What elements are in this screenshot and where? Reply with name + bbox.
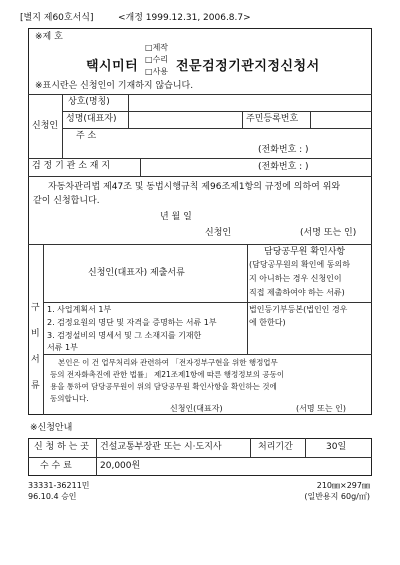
address-label: 주 소 — [76, 131, 97, 141]
statement-line-1: 자동차관리법 제47조 및 동법시행규칙 제96조제1항의 규정에 의하여 위와 — [48, 182, 341, 192]
fee-label: 수 수 료 — [40, 461, 72, 471]
official-header-4: 직접 제출하여야 하는 서류) — [249, 288, 345, 297]
submit-to-label: 신 청 하 는 곳 — [34, 442, 89, 452]
documents-side-label: 구 비 서 류 — [31, 303, 40, 391]
trade-name-label: 상호(명칭) — [68, 97, 110, 107]
footer-paper: (일반용지 60g/㎡) — [304, 492, 370, 501]
period-value: 30일 — [326, 442, 347, 452]
date-label: 년 월 일 — [160, 212, 192, 222]
title-left: 택시미터 — [86, 59, 139, 74]
resident-number-field[interactable] — [312, 113, 370, 126]
address-field[interactable] — [130, 130, 370, 143]
guide-title: ※신청안내 — [30, 423, 73, 433]
footer-approval: 96.10.4 승인 — [28, 492, 77, 501]
fee-value: 20,000원 — [100, 461, 141, 471]
applicant-section-label: 신청인 — [32, 121, 59, 131]
consent-line-3: 용을 통하여 담당공무원이 위의 담당공무원 확인사항을 확인하는 것에 — [50, 382, 277, 391]
statement-applicant-label: 신청인 — [205, 228, 232, 238]
statement-line-2: 같이 신청합니다. — [33, 196, 100, 206]
name-field[interactable] — [130, 113, 240, 126]
option-repair[interactable]: □수리 — [145, 55, 169, 64]
note-top: ※표시란은 신청인이 기재하지 않습니다. — [35, 81, 194, 91]
resident-number-label: 주민등록번호 — [246, 114, 299, 124]
footer-size: 210㎜×297㎜ — [316, 481, 370, 490]
phone-label-1: (전화번호 : ) — [258, 145, 309, 155]
title-right: 전문검정기관지정신청서 — [176, 59, 320, 74]
option-manufacture[interactable]: □제작 — [145, 43, 169, 52]
form-number: [별지 제60호서식] — [20, 13, 94, 23]
document-item-3-cont: 서류 1부 — [47, 343, 78, 352]
name-label: 성명(대표자) — [66, 114, 117, 124]
consent-line-1: 본인은 이 건 업무처리와 관련하여 「전자정부구현을 위한 행정업무 — [58, 358, 278, 367]
submit-to-value: 건설교통부장관 또는 시·도지사 — [100, 442, 222, 452]
document-item-2: 2. 검정요원의 명단 및 자격을 증명하는 서류 1부 — [47, 318, 217, 327]
document-item-3: 3. 검정설비의 명세서 및 그 소재지를 기재한 — [47, 331, 202, 340]
statement-sign-label: (서명 또는 인) — [300, 228, 357, 238]
period-label: 처리기간 — [258, 442, 293, 452]
consent-applicant-label: 신청인(대표자) — [170, 404, 223, 413]
official-header-3: 지 아니하는 경우 신청인이 — [249, 274, 342, 283]
official-item-2: 에 한한다) — [249, 318, 286, 327]
consent-line-4: 동의합니다. — [50, 394, 89, 403]
location-label: 검 정 기 관 소 재 지 — [32, 161, 111, 171]
checkbox-icon: □ — [145, 43, 153, 52]
option-use[interactable]: □사용 — [145, 67, 169, 76]
consent-line-2: 등의 전자화촉진에 관한 법률」 제21조제1항에 따른 행정정보의 공동이 — [50, 370, 285, 379]
trade-name-field[interactable] — [130, 96, 370, 109]
checkbox-icon: □ — [145, 55, 153, 64]
revision-note: <개정 1999.12.31, 2006.8.7> — [118, 13, 251, 23]
official-header-1: 담당공무원 확인사항 — [264, 247, 346, 257]
footer-code: 33331-36211민 — [28, 481, 90, 490]
official-header-2: (담당공무원의 확인에 동의하 — [249, 260, 350, 269]
consent-sign-label: (서명 또는 인) — [296, 404, 346, 413]
phone-label-2: (전화번호 : ) — [258, 162, 309, 172]
checkbox-icon: □ — [145, 67, 153, 76]
location-field[interactable] — [142, 160, 252, 174]
document-item-1: 1. 사업계획서 1부 — [47, 305, 112, 314]
official-item-1: 법인등기부등본(법인인 경우 — [249, 305, 348, 314]
submit-header: 신청인(대표자) 제출서류 — [88, 268, 185, 278]
receipt-number-label: ※제 호 — [35, 32, 63, 42]
